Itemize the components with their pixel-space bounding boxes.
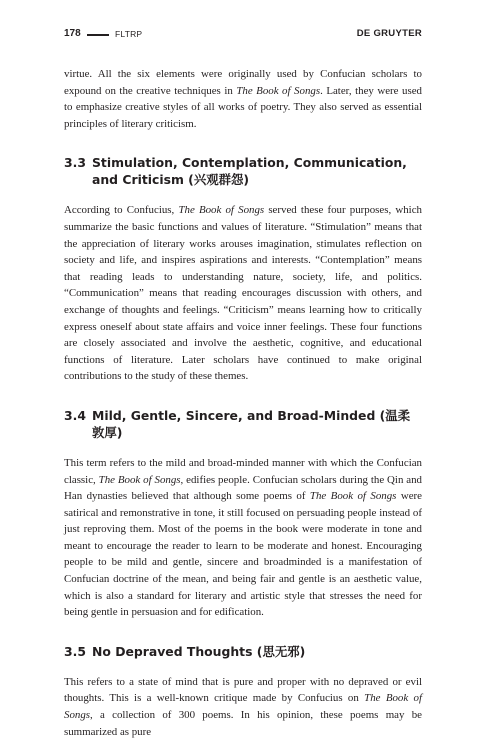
section-number: 3.5 — [64, 643, 86, 659]
page-number: 178 — [64, 28, 81, 39]
paragraph-continuation: virtue. All the six elements were originally used by Confucian scholars to expound on the creative techniques in The Book of Songs. Later, they were used to emphasize creative styles of all works of poetry. They also served as essential principles of literary criticism. — [64, 68, 422, 130]
section-title: Mild, Gentle, Sincere, and Broad-Minded (温柔敦厚) — [92, 407, 411, 440]
section-heading-3-3 — [64, 154, 422, 188]
section-number: 3.3 — [64, 155, 86, 171]
book-title: The Book of Songs — [64, 692, 422, 722]
header-dash — [87, 34, 109, 36]
section-title: Stimulation, Contemplation, Communication, and Criticism (兴观群怨) — [92, 155, 407, 188]
section-number: 3.4 — [64, 407, 86, 423]
section-heading-3-5 — [64, 643, 422, 660]
book-title: The Book of Songs — [98, 473, 181, 486]
section-body-3-3: According to Confucius, The Book of Songs served these four purposes, which summarize the basic functions and values of literature. “Stimulation” means that the appreciation of literary works arouses imagination, stimulates reflection on society and life, and inspires aspirations and interests. “Contemplation” means that reading leads to understanding nature, society, life, and politics. “Communication” means that reading encourages discussion with others, and exchange of thoughts and feelings. “Criticism” means learning how to critically express oneself about state affairs and voice inner feelings. These four functions are closely associated and involve the aesthetic, cognitive, and educational functions of literature. Later scholars have continued to make original contributions to the study of these themes. — [64, 204, 422, 383]
section-body-3-4: This term refers to the mild and broad-minded manner with which the Confucian classic, The Book of Songs, edifies people. Confucian scholars during the Qin and Han dynasties believed that although some poems of The Book of Songs were satirical and remonstrative in tone, it still focused on persuading people instead of just reproving them. Most of the poems in the book were moderate in tone and meant to encourage the reader to learn to be moderate and honest. Encouraging people to be mild and gentle, sincere and broadminded is a manifestation of Confucian doctrine of the mean, and being fair and gentle is an aesthetic value, which is also a standard for literary and artistic style that stresses the need for being gentle in persuasion and for edification. — [64, 456, 423, 619]
running-header — [64, 28, 422, 42]
page-body — [64, 66, 422, 740]
book-title: The Book of Songs — [236, 84, 321, 97]
section-heading-3-4 — [64, 407, 422, 441]
series-name: FLTRP — [115, 29, 143, 39]
section-title: No Depraved Thoughts (思无邪) — [92, 643, 306, 659]
book-title: The Book of Songs — [309, 490, 397, 503]
book-title: The Book of Songs — [178, 204, 265, 217]
section-body-3-5: This refers to a state of mind that is pure and proper with no depraved or evil thoughts. This is a well-known critique made by Confucius on The Book of Songs, a collection of 300 poems. In his opinion, these poems may be summarized as pure — [64, 675, 422, 738]
publisher-name: DE GRUYTER — [356, 28, 422, 39]
